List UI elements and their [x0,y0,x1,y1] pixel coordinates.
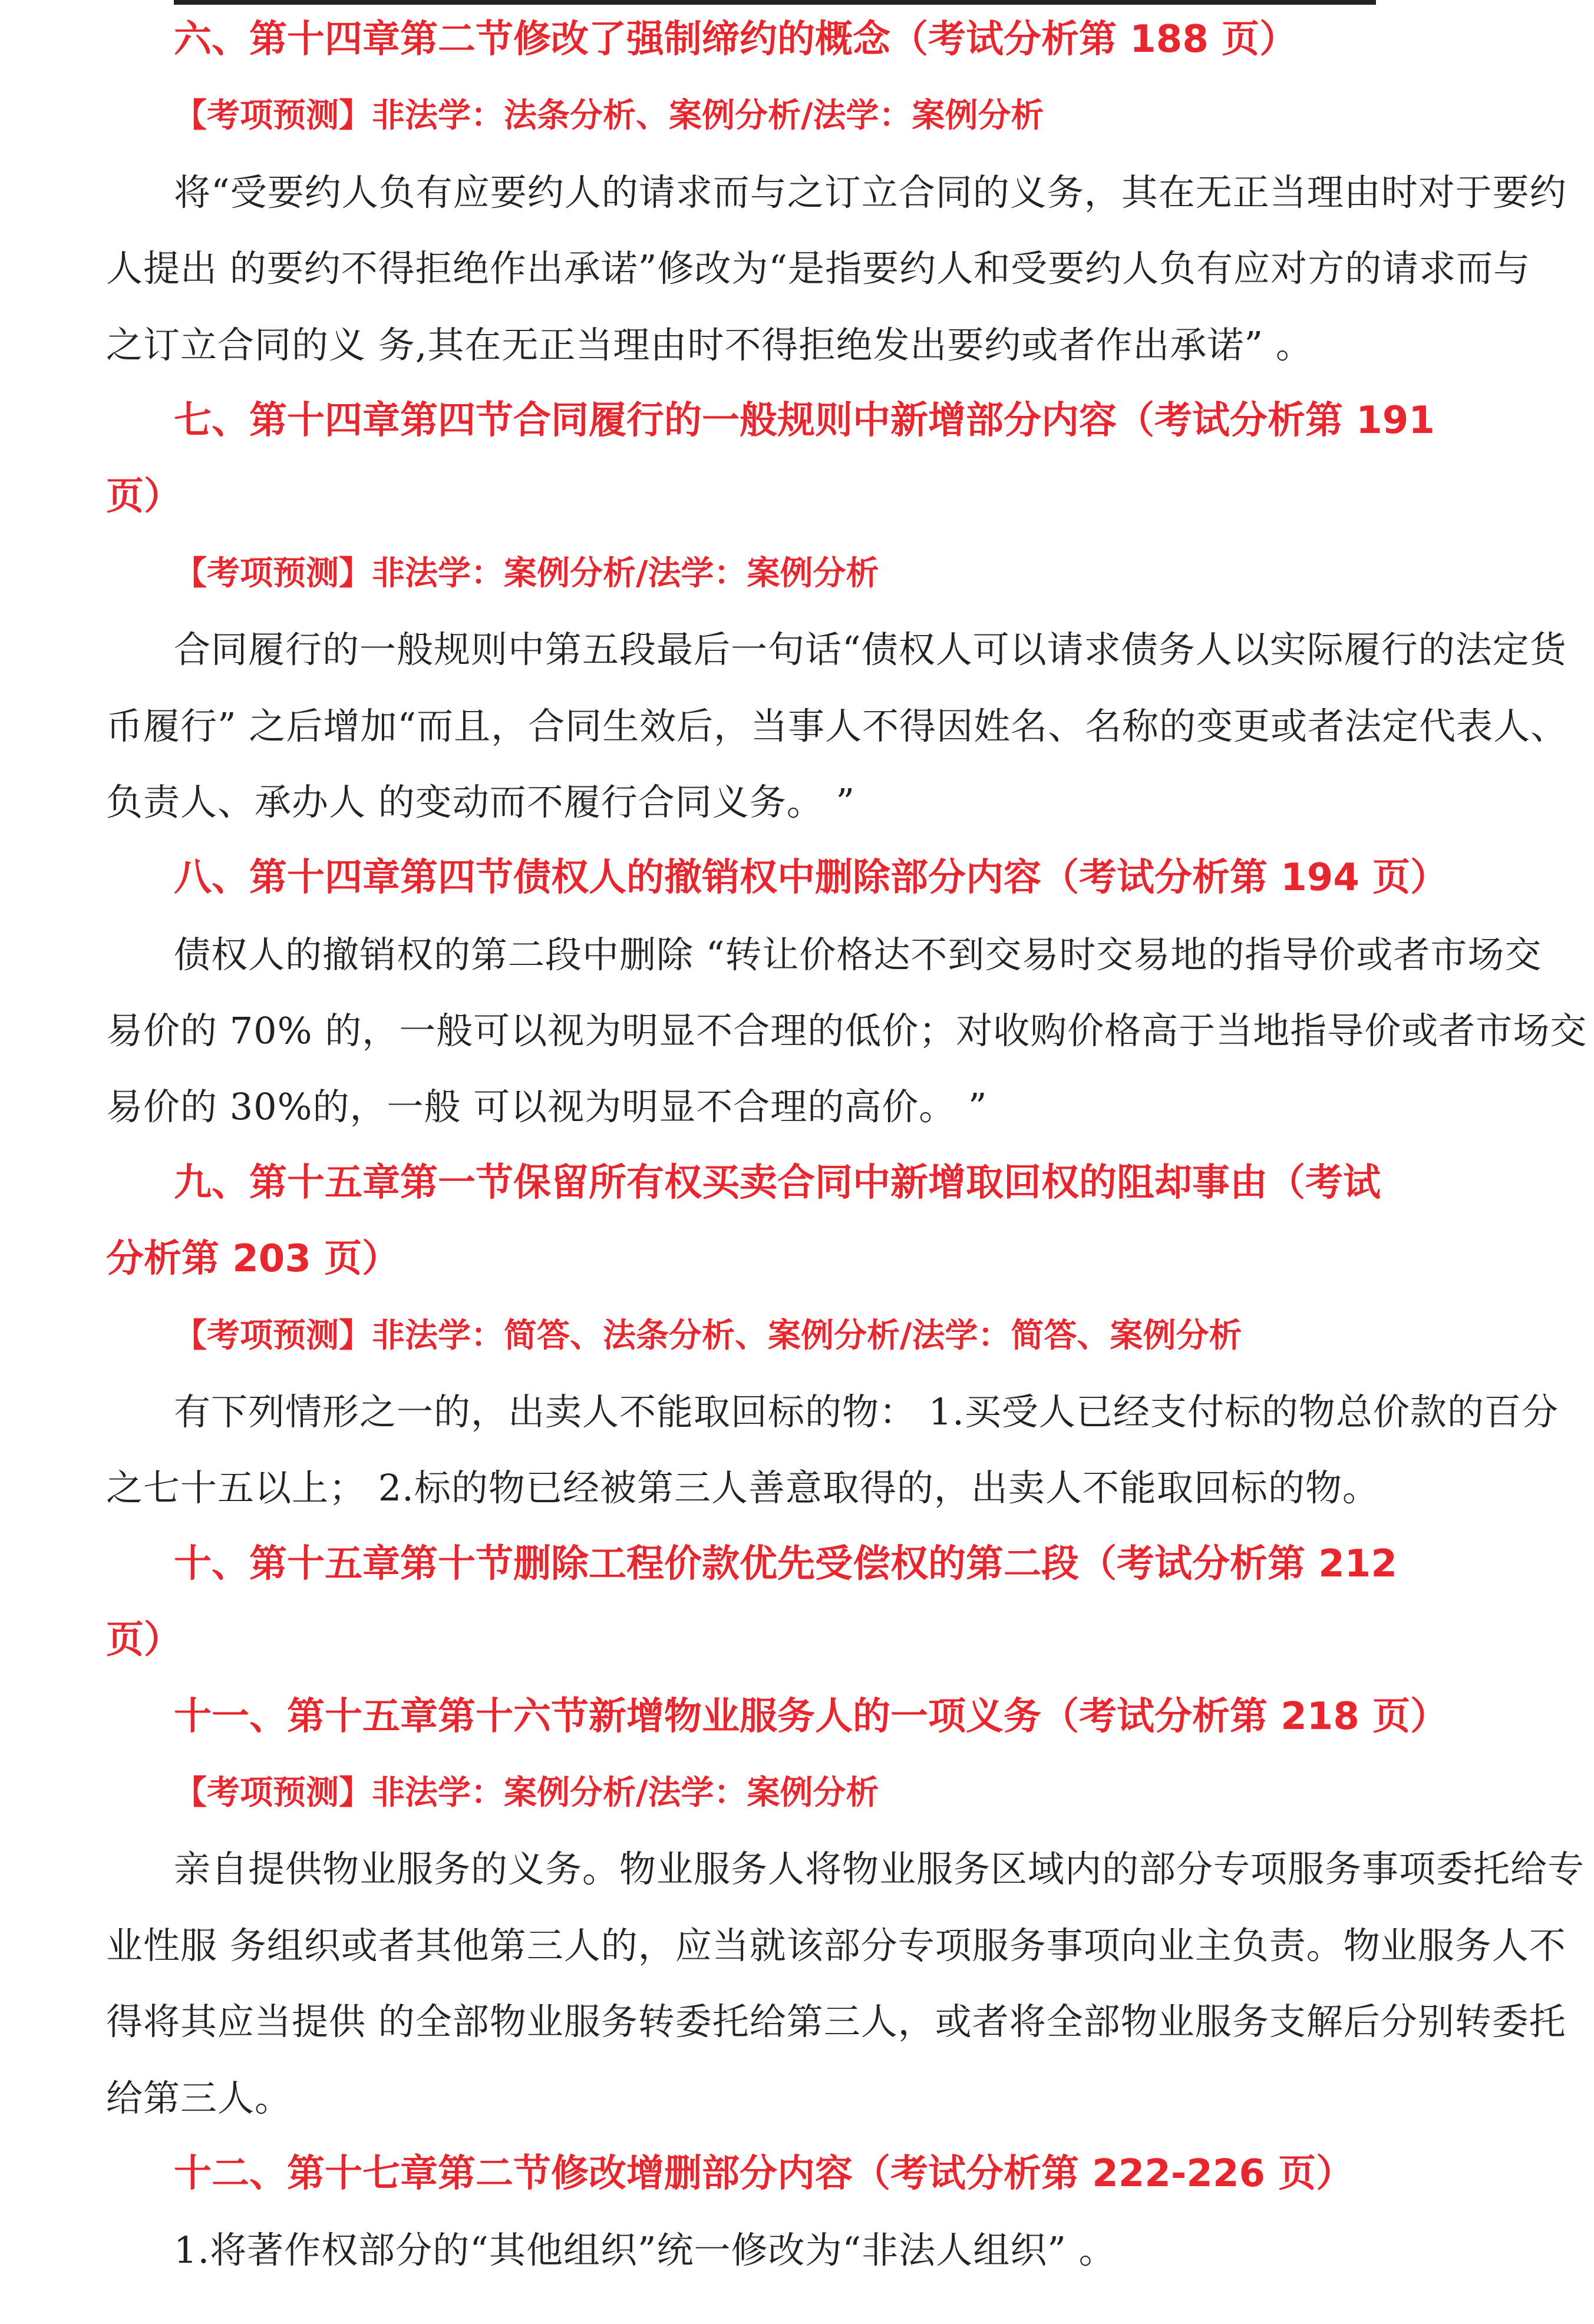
section-heading: 八、第十四章第四节债权人的撤销权中删除部分内容（考试分析第 194 页） [174,856,1448,900]
paragraph-line: 负责人、承办人 的变动而不履行合同义务。 ” [106,780,856,824]
paragraph-line: 债权人的撤销权的第二段中删除 “转让价格达不到交易时交易地的指导价或者市场交 [174,933,1542,976]
paragraph-line: 业性服 务组织或者其他第三人的，应当就该部分专项服务事项向业主负责。物业服务人不 [106,1923,1566,1967]
paragraph-line: 易价的 30%的，一般 可以视为明显不合理的高价。 ” [106,1085,988,1129]
section-heading: 十一、第十五章第十六节新增物业服务人的一项义务（考试分析第 218 页） [174,1694,1448,1738]
paragraph-line: 人提出 的要约不得拒绝作出承诺”修改为“是指要约人和受要约人负有应对方的请求而与 [106,247,1531,290]
paragraph-line: 币履行” 之后增加“而且，合同生效后，当事人不得因姓名、名称的变更或者法定代表人、 [106,704,1568,748]
section-heading: 页） [106,1618,181,1662]
section-heading: 页） [106,475,181,519]
exam-prediction: 【考项预测】非法学：案例分析/法学：案例分析 [174,1773,879,1812]
document-body [106,2,1588,2289]
exam-prediction: 【考项预测】非法学：法条分析、案例分析/法学：案例分析 [174,97,1044,135]
paragraph-line: 有下列情形之一的，出卖人不能取回标的物： 1.买受人已经支付标的物总价款的百分 [174,1390,1559,1434]
paragraph-line: 1.将著作权部分的“其他组织”统一修改为“非法人组织” 。 [174,2229,1116,2272]
paragraph-line: 之七十五以上； 2.标的物已经被第三人善意取得的，出卖人不能取回标的物。 [106,1466,1380,1510]
paragraph-line: 将“受要约人负有应要约人的请求而与之订立合同的义务，其在无正当理由时对于要约 [174,170,1567,214]
paragraph-line: 亲自提供物业服务的义务。物业服务人将物业服务区域内的部分专项服务事项委托给专 [174,1847,1585,1891]
section-heading: 六、第十四章第二节修改了强制缔约的概念（考试分析第 188 页） [174,18,1298,61]
paragraph-line: 易价的 70% 的，一般可以视为明显不合理的低价；对收购价格高于当地指导价或者市场交 [106,1009,1588,1053]
paragraph-line: 给第三人。 [106,2076,292,2120]
paragraph-line: 合同履行的一般规则中第五段最后一句话“债权人可以请求债务人以实际履行的法定货 [174,628,1567,672]
section-heading: 九、第十五章第一节保留所有权买卖合同中新增取回权的阻却事由（考试 [174,1161,1381,1205]
exam-prediction: 【考项预测】非法学：简答、法条分析、案例分析/法学：简答、案例分析 [174,1316,1242,1355]
section-heading: 七、第十四章第四节合同履行的一般规则中新增部分内容（考试分析第 191 [174,398,1435,442]
paragraph-line: 之订立合同的义 务,其在无正当理由时不得拒绝发出要约或者作出承诺” 。 [106,323,1313,366]
section-heading: 分析第 203 页） [106,1237,400,1281]
section-heading: 十、第十五章第十节删除工程价款优先受偿权的第二段（考试分析第 212 [174,1542,1397,1586]
exam-prediction: 【考项预测】非法学：案例分析/法学：案例分析 [174,554,879,593]
section-heading: 十二、第十七章第二节修改增删部分内容（考试分析第 222-226 页） [174,2151,1354,2196]
paragraph-line: 得将其应当提供 的全部物业服务转委托给第三人，或者将全部物业服务支解后分别转委托 [106,2000,1566,2044]
